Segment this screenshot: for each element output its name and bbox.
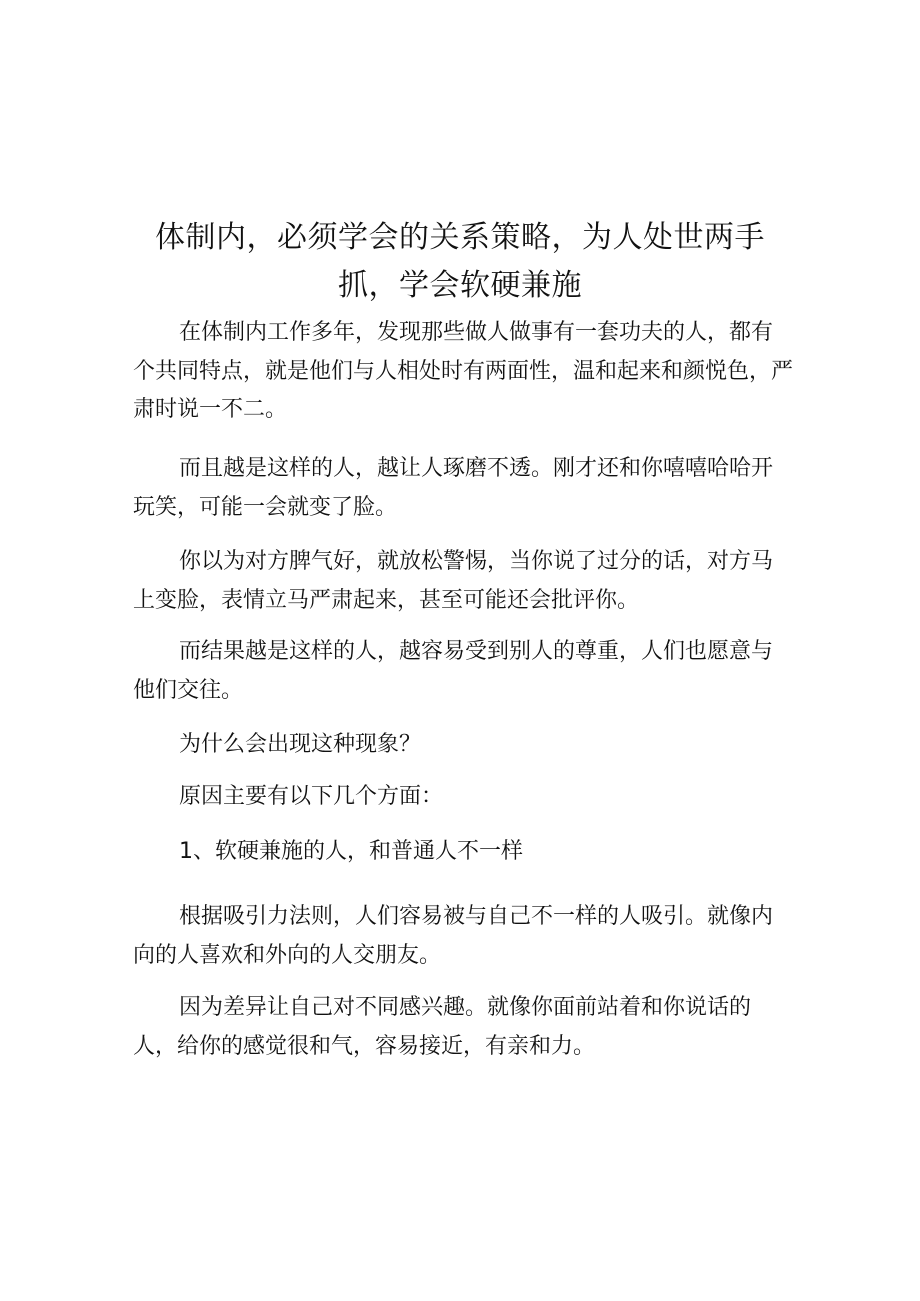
- document-title: 体制内，必须学会的关系策略，为人处世两手抓，学会软硬兼施: [155, 220, 765, 303]
- paragraph: 在体制内工作多年，发现那些做人做事有一套功夫的人，都有个共同特点，就是他们与人相处时有两面性，温和起来和颜悦色，严肃时说一不二。: [133, 320, 794, 422]
- paragraph: 你以为对方脾气好，就放松警惕，当你说了过分的话，对方马上变脸，表情立马严肃起来，甚至可能还会批评你。: [133, 549, 774, 613]
- paragraph: 因为差异让自己对不同感兴趣。就像你面前站着和你说话的人，给你的感觉很和气，容易接近，有亲和力。: [133, 995, 752, 1059]
- paragraph: 而结果越是这样的人，越容易受到别人的尊重，人们也愿意与他们交往。: [133, 639, 774, 703]
- paragraph: 原因主要有以下几个方面：: [179, 784, 444, 809]
- paragraph: 而且越是这样的人，越让人琢磨不透。刚才还和你嘻嘻哈哈开玩笑，可能一会就变了脸。: [133, 456, 774, 520]
- section-heading: 1、软硬兼施的人，和普通人不一样: [179, 839, 523, 864]
- paragraph: 根据吸引力法则，人们容易被与自己不一样的人吸引。就像内向的人喜欢和外向的人交朋友。: [133, 904, 774, 968]
- paragraph: 为什么会出现这种现象？: [179, 732, 422, 757]
